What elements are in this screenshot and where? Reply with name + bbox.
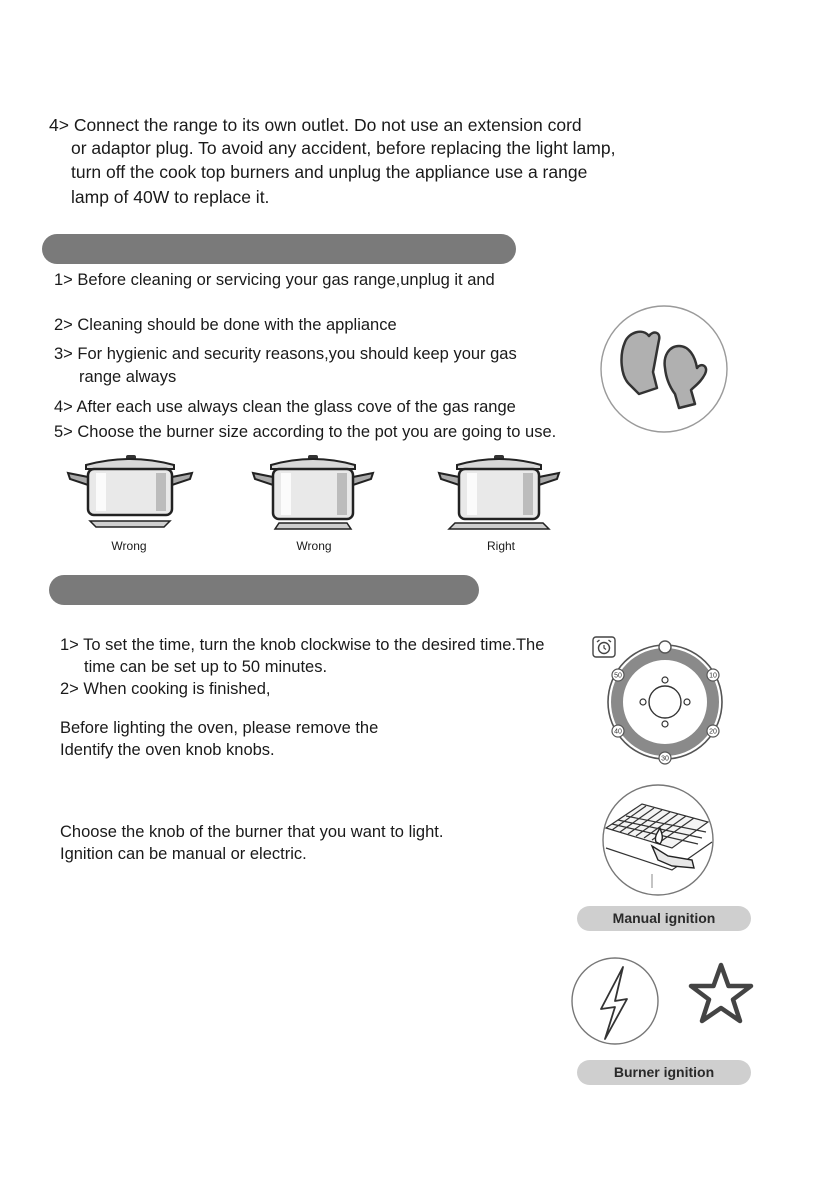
lightning-icon (571, 957, 659, 1045)
item4-line1: 4> Connect the range to its own outlet. Do not use an extension cord (49, 115, 582, 135)
pot-caption-2: Wrong (296, 539, 332, 553)
timer-dial-icon (605, 640, 725, 764)
burner-ignition-label: Burner ignition (577, 1060, 751, 1085)
pot-caption-1: Wrong (111, 539, 147, 553)
cleaning-item3-line1: 3> For hygienic and security reasons,you should keep your gas (54, 345, 517, 363)
ignition-line2: Ignition can be manual or electric. (60, 845, 307, 863)
cleaning-item4: 4> After each use always clean the glass cove of the gas range (54, 398, 516, 416)
ignition-line1: Choose the knob of the burner that you want to light. (60, 823, 444, 841)
cleaning-section-bar (42, 234, 516, 264)
cleaning-item1: 1> Before cleaning or servicing your gas range,unplug it and (54, 271, 495, 289)
timer-item1-line2: time can be set up to 50 minutes. (84, 658, 328, 676)
oven-line1: Before lighting the oven, please remove the (60, 719, 379, 737)
pot-wrong-2-icon (251, 455, 375, 531)
cleaning-item5: 5> Choose the burner size according to the pot you are going to use. (54, 423, 557, 441)
item4-line2: or adaptor plug. To avoid any accident, before replacing the light lamp, (71, 138, 616, 158)
cleaning-item3-line2: range always (79, 368, 177, 386)
dial-label-10: 10 (709, 672, 717, 680)
timer-section-bar (49, 575, 479, 605)
cleaning-item2: 2> Cleaning should be done with the appliance (54, 316, 397, 334)
dial-label-30: 30 (661, 755, 669, 763)
manual-ignition-label: Manual ignition (577, 906, 751, 931)
star-icon (688, 962, 754, 1024)
pot-caption-3: Right (486, 539, 515, 553)
pot-wrong-1-icon (66, 455, 194, 531)
timer-item2: 2> When cooking is finished, (60, 680, 271, 698)
timer-item1-line1: 1> To set the time, turn the knob clockwise to the desired time.The (60, 636, 545, 654)
item4-line4: lamp of 40W to replace it. (71, 187, 270, 207)
pot-right-icon (437, 455, 561, 531)
dial-label-20: 20 (709, 728, 717, 736)
oven-line2: Identify the oven knob knobs. (60, 741, 275, 759)
manual-ignition-icon (602, 784, 714, 896)
item4-line3: turn off the cook top burners and unplug the appliance use a range (71, 162, 588, 182)
dial-label-50: 50 (614, 672, 622, 680)
oven-gloves-icon (599, 306, 729, 432)
dial-label-40: 40 (614, 728, 622, 736)
